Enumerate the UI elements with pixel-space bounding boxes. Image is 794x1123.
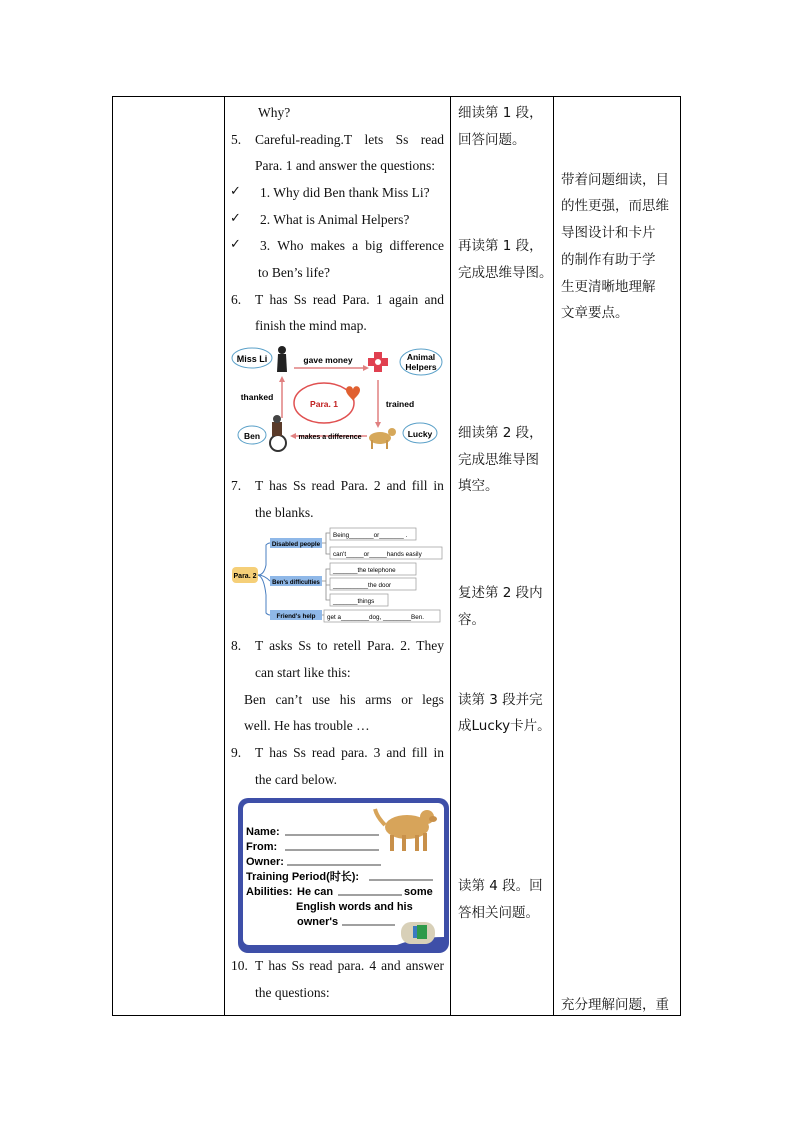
student-activity-6-line-1: 读第 4 段。回 — [458, 878, 543, 894]
makes-difference-label: makes a difference — [298, 434, 362, 441]
step-7-line-2: the blanks. — [255, 505, 314, 520]
why-text: Why? — [258, 105, 291, 120]
animal-label: Animal — [406, 352, 436, 362]
cant-blank: can't_____or_____hands easily — [333, 551, 422, 558]
step-7-number: 7. — [231, 478, 242, 493]
step-10-number: 10. — [231, 958, 248, 973]
checkmark-icon: ✓ — [230, 184, 241, 199]
abilities-label: Abilities: — [246, 886, 293, 898]
step-5-line-1: Careful-reading.T lets Ss read — [255, 132, 444, 147]
some-label: some — [404, 886, 433, 898]
step-10-line-1: T has Ss read para. 4 and answer — [255, 958, 444, 973]
para-1-label: Para. 1 — [310, 399, 338, 409]
miss-li-label: Miss Li — [236, 354, 268, 364]
being-blank: Being_______or_______ . — [333, 532, 408, 539]
purpose-line-2: 的性更强，而思维 — [561, 198, 669, 214]
question-2: 2. What is Animal Helpers? — [260, 212, 410, 227]
step-9-number: 9. — [231, 745, 242, 760]
step-9-line-2: the card below. — [255, 772, 337, 787]
step-6-line-1: T has Ss read Para. 1 again and — [255, 292, 444, 307]
telephone-blank: _______the telephone — [333, 567, 396, 574]
step-7-line-1: T has Ss read Para. 2 and fill in — [255, 478, 444, 493]
english-words-label: English words and his — [296, 901, 413, 913]
table-border-col2 — [224, 96, 225, 1016]
dog-blank: get a________dog, ________Ben. — [327, 614, 424, 621]
step-6-line-2: finish the mind map. — [255, 318, 367, 333]
training-period-label: Training Period(时长): — [246, 871, 360, 883]
table-border-left — [112, 96, 113, 1016]
question-3-line-2: to Ben’s life? — [258, 265, 330, 280]
name-label: Name: — [246, 826, 280, 838]
ben-label: Ben — [243, 431, 261, 441]
thanked-label: thanked — [240, 392, 274, 402]
student-activity-1-line-2: 回答问题。 — [458, 132, 526, 148]
checkmark-icon: ✓ — [230, 211, 241, 226]
dog-icon — [369, 428, 396, 449]
step-8-line-3: Ben can’t use his arms or legs — [244, 692, 444, 707]
student-activity-1-line-1: 细读第 1 段， — [458, 105, 543, 121]
table-bottom-border — [112, 1015, 681, 1016]
checkmark-icon: ✓ — [230, 237, 241, 252]
student-activity-3-line-2: 完成思维导图 — [458, 452, 539, 468]
table-border-right — [680, 96, 681, 1016]
difficulties-label: Ben's difficulties — [272, 580, 320, 586]
step-8-number: 8. — [231, 638, 242, 653]
student-activity-2-line-2: 完成思维导图。 — [458, 265, 553, 281]
step-9-line-1: T has Ss read para. 3 and fill in — [255, 745, 444, 760]
purpose-line-4: 的制作有助于学 — [561, 252, 656, 268]
question-1: 1. Why did Ben thank Miss Li? — [260, 185, 430, 200]
things-blank: _______things — [333, 598, 375, 605]
wheelchair-icon — [270, 415, 286, 451]
purpose-line-6: 文章要点。 — [561, 305, 629, 321]
student-activity-6-line-2: 答相关问题。 — [458, 905, 539, 921]
step-8-line-2: can start like this: — [255, 665, 351, 680]
step-5-number: 5. — [231, 132, 242, 147]
lucky-card — [237, 797, 450, 954]
step-8-line-1: T asks Ss to retell Para. 2. They — [255, 638, 444, 653]
purpose-line-1: 带着问题细读，目 — [561, 172, 669, 188]
purpose-line-3: 导图设计和卡片 — [561, 225, 656, 241]
para-2-root-label: Para. 2 — [233, 573, 257, 580]
door-blank: __________the door — [333, 582, 392, 589]
from-label: From: — [246, 841, 278, 853]
friends-help-label: Friend's help — [276, 613, 316, 620]
student-activity-5-line-2: 成Lucky卡片。 — [458, 718, 551, 734]
owner-label: Owner: — [246, 856, 284, 868]
gave-money-label: gave money — [303, 355, 353, 365]
table-top-border — [112, 96, 681, 97]
animal-helpers-cross-icon — [368, 352, 388, 372]
student-activity-5-line-1: 读第 3 段并完 — [458, 692, 543, 708]
mind-map-para-2 — [230, 525, 444, 627]
step-10-line-2: the questions: — [255, 985, 330, 1000]
purpose-bottom-line: 充分理解问题，重 — [561, 997, 669, 1013]
trained-label: trained — [385, 399, 415, 409]
table-border-col3 — [450, 96, 451, 1016]
student-activity-3-line-1: 细读第 2 段， — [458, 425, 543, 441]
student-activity-2-line-1: 再读第 1 段， — [458, 238, 543, 254]
student-activity-4-line-2: 容。 — [458, 612, 485, 628]
purpose-line-5: 生更清晰地理解 — [561, 279, 656, 295]
helpers-label: Helpers — [405, 362, 437, 372]
folder-badge-icon — [401, 922, 435, 944]
disabled-people-label: Disabled people — [271, 541, 321, 548]
student-activity-4-line-1: 复述第 2 段内 — [458, 585, 543, 601]
mind-map-para-1 — [230, 340, 444, 460]
woman-figure-icon — [277, 346, 287, 372]
step-8-line-4: well. He has trouble … — [244, 718, 370, 733]
he-can-label: He can — [297, 886, 334, 898]
question-3-line-1: 3. Who makes a big difference — [260, 238, 444, 253]
step-5-line-2: Para. 1 and answer the questions: — [255, 158, 435, 173]
lucky-label: Lucky — [407, 429, 433, 439]
student-activity-3-line-3: 填空。 — [458, 478, 499, 494]
heart-icon — [346, 386, 360, 401]
step-6-number: 6. — [231, 292, 242, 307]
table-border-col4 — [553, 96, 554, 1016]
owners-label: owner's — [297, 916, 339, 928]
